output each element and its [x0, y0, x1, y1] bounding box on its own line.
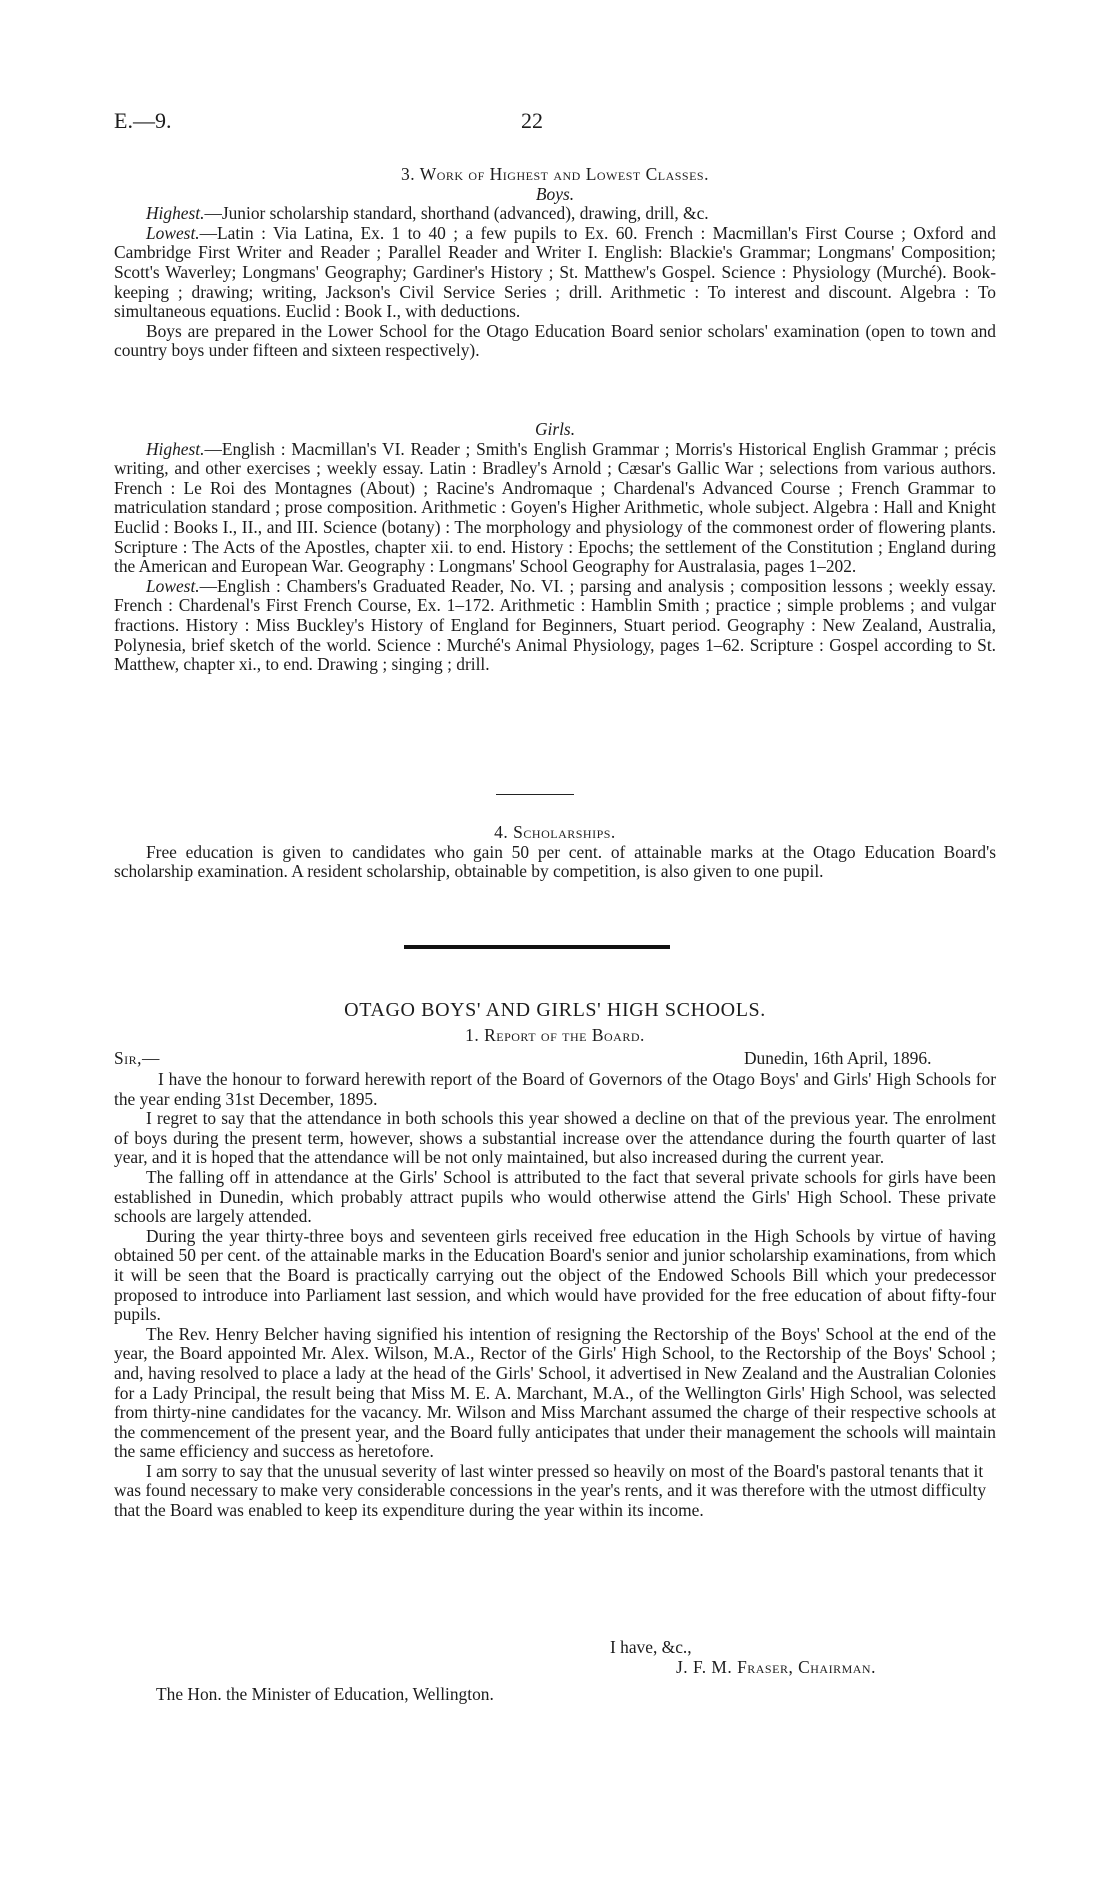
signature: J. F. M. Fraser, Chairman.: [676, 1657, 876, 1677]
boys-lowest-label: Lowest.: [146, 222, 200, 243]
report-paragraph: I regret to say that the attendance in both schools this year showed a decline on that of the previous year. The enrolment of boys during the present term, however, shows a substantial increase over the attendance during the fourth quarter of last year, and it is hoped that the attendance will be not only maintained, but also increased during the current year.: [114, 1108, 996, 1168]
section-scholarships: [114, 823, 996, 882]
salutation: Sir,—: [114, 1048, 160, 1068]
major-divider: [404, 945, 670, 949]
page-number: 22: [521, 108, 543, 133]
girls-highest-paragraph: [114, 440, 996, 577]
girls-highest-label: Highest.: [146, 438, 205, 459]
girls-lowest-label: Lowest.: [146, 575, 200, 596]
section-divider: [496, 794, 574, 795]
girls-subtitle: Girls.: [534, 419, 576, 439]
report-body: [114, 1070, 996, 1521]
girls-lowest-paragraph: [114, 577, 996, 675]
report-paragraph: During the year thirty-three boys and seventeen girls received free education in the High Schools by virtue of having obtained 50 per cent. of the attainable marks in the Education Board's senior and junior scholarship examinations, from which it will be seen that the Board is practically carrying out the object of the Endowed Schools Bill which your predecessor proposed to introduce into Parliament last session, and which would have provided for the free education of about fifty-four pupils.: [114, 1225, 996, 1325]
report-subtitle: 1. Report of the Board.: [465, 1025, 645, 1045]
report-paragraph: The Rev. Henry Belcher having signified his intention of resigning the Rectorship of the Boys' School at the end of the year, the Board appointed Mr. Alex. Wilson, M.A., Rector of the Girls' High School, to the Rectorship of the Boys' School ; and, having resolved to place a lady at the head of the Girls' School, it advertised in New Zealand and the Australian Colonies for a Lady Principal, the result being that Miss M. E. A. Marchant, M.A., of the Wellington Girls' High School, was selected from thirty-nine candidates for the vacancy. Mr. Wilson and Miss Marchant assumed the charge of their respective schools at the commencement of the present year, and the Board fully anticipates that under their management the schools will maintain the same efficiency and success as heretofore.: [114, 1323, 996, 1462]
boys-highest-text: —Junior scholarship standard, shorthand (advanced), drawing, drill, &c.: [204, 203, 709, 224]
report-title: OTAGO BOYS' AND GIRLS' HIGH SCHOOLS.: [344, 999, 766, 1021]
report-code: E.—9.: [114, 108, 172, 133]
girls-block: [114, 420, 996, 675]
report-paragraph: The falling off in attendance at the Girls' School is attributed to the fact that several private schools for girls have been established in Dunedin, which probably attract pupils who would otherwise attend the Girls' High School. These private schools are largely attended.: [114, 1166, 996, 1227]
boys-lowest-paragraph: [114, 224, 996, 322]
section3-title: 3. Work of Highest and Lowest Classes.: [401, 164, 709, 184]
girls-lowest-text: —English : Chambers's Graduated Reader, No. VI. ; parsing and analysis ; composition lessons ; weekly essay. French : Chardenal's First French Course, Ex. 1–172. Arithmetic : Hamblin Smith ; practice ; simple problems ; and vulgar fractions. History : Miss Buckley's History of England for Beginners, Stuart period. Geography : New Zealand, Australia, Polynesia, brief sketch of the world. Science : Murché's Animal Physiology, pages 1–62. Scripture : Gospel according to St. Matthew, chapter xi., to end. Drawing ; singing ; drill.: [114, 575, 996, 675]
section4-title: 4. Scholarships.: [494, 822, 616, 842]
boys-prepared-paragraph: Boys are prepared in the Lower School for the Otago Education Board senior scholars' examination (open to town and country boys under fifteen and sixteen respectively).: [114, 320, 996, 361]
boys-lowest-text: —Latin : Via Latina, Ex. 1 to 40 ; a few pupils to Ex. 60. French : Macmillan's First Course ; Oxford and Cambridge First Writer and Reader ; Parallel Reader and Writer I. English: Blackie's Grammar; Longmans' Composition; Scott's Waverley; Longmans' Geography; Gardiner's History ; St. Matthew's Gospel. Science : Physiology (Murché). Book-keeping ; drawing; writing, Jackson's Civil Service Series ; drill. Arithmetic : To interest and discount. Algebra : To simultaneous equations. Euclid : Book I., with deductions.: [114, 222, 996, 322]
report-paragraph: I am sorry to say that the unusual severity of last winter pressed so heavily on most of the Board's pastoral tenants that it was found necessary to make very considerable concessions in the year's rents, and it was therefore with the utmost difficulty that the Board was enabled to keep its expenditure during the year within its income.: [114, 1460, 987, 1521]
girls-highest-text: —English : Macmillan's VI. Reader ; Smith's English Grammar ; Morris's Historical English Grammar ; précis writing, and other exercises ; weekly essay. Latin : Bradley's Arnold ; Cæsar's Gallic War ; selections from various authors. French : Le Roi des Montagnes (About) ; Racine's Andromaque ; Chardenal's Advanced Course ; French Grammar to matriculation standard ; prose composition. Arithmetic : Goyen's Higher Arithmetic, whole subject. Algebra : Hall and Knight Euclid : Books I., II., and III. Science (botany) : The morphology and physiology of the commonest order of flowering plants. Scripture : The Acts of the Apostles, chapter xii. to end. History : Epochs; the settlement of the Constitution ; England during the American and European War. Geography : Longmans' School Geography for Australasia, pages 1–202.: [114, 438, 996, 577]
boys-highest-label: Highest.: [146, 203, 205, 224]
boys-highest-paragraph: [114, 204, 996, 224]
closing-phrase: I have, &c.,: [610, 1637, 692, 1657]
dateline: Dunedin, 16th April, 1896.: [744, 1048, 932, 1068]
boys-subtitle: Boys.: [535, 183, 575, 204]
scholarships-paragraph: Free education is given to candidates who gain 50 per cent. of attainable marks at the Otago Education Board's scholarship examination. A resident scholarship, obtainable by competition, is also given to one pupil.: [114, 841, 996, 882]
addressee: The Hon. the Minister of Education, Wellington.: [156, 1684, 494, 1704]
report-paragraph: I have the honour to forward herewith report of the Board of Governors of the Otago Boys' and Girls' High Schools for the year ending 31st December, 1895.: [114, 1069, 996, 1109]
section-work-classes: [114, 165, 996, 361]
